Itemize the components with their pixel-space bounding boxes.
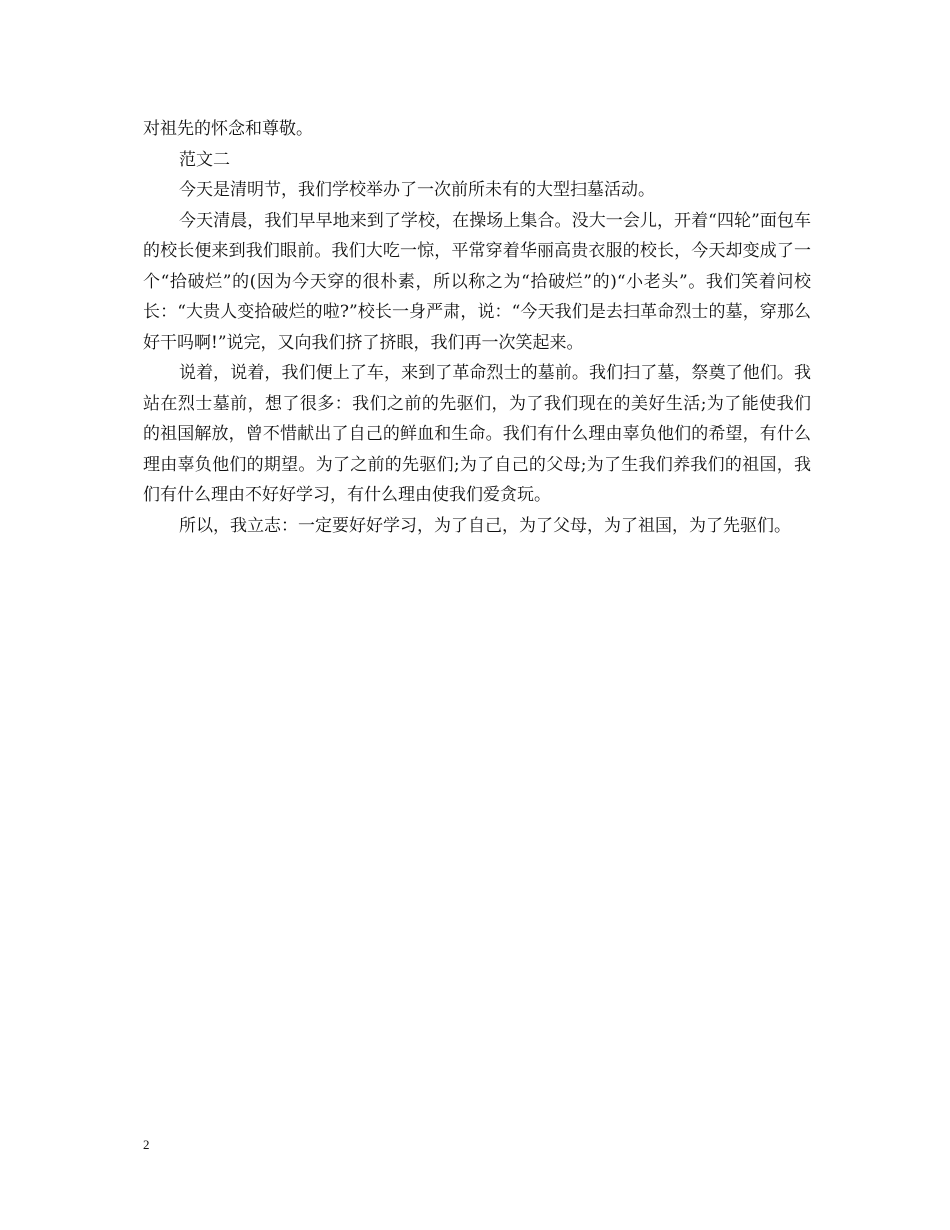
paragraph-tomb-visit: 说着，说着，我们便上了车，来到了革命烈士的墓前。我们扫了墓，祭奠了他们。我站在烈士墓前，想了很多：我们之前的先驱们，为了我们现在的美好生活;为了能使我们的祖国解放，曾不惜献出了自己的鲜血和生命。我们有什么理由辜负他们的希望，有什么理由辜负他们的期望。为了之前的先驱们;为了自己的父母;为了生我们养我们的祖国，我们有什么理由不好好学习，有什么理由使我们爱贪玩。 [143, 363, 811, 505]
page-number: 2 [143, 1137, 150, 1152]
document-body [143, 114, 811, 541]
paragraph-continuation: 对祖先的怀念和尊敬。 [143, 119, 313, 139]
paragraph-intro: 今天是清明节，我们学校举办了一次前所未有的大型扫墓活动。 [179, 180, 655, 200]
paragraph-morning: 今天清晨，我们早早地来到了学校，在操场上集合。没大一会儿，开着“四轮”面包车的校长便来到我们眼前。我们大吃一惊，平常穿着华丽高贵衣服的校长，今天却变成了一个“拾破烂”的(因为今天穿的很朴素，所以称之为“拾破烂”的)“小老头”。我们笑着问校长：“大贵人变拾破烂的啦?”校长一身严肃，说：“今天我们是去扫革命烈士的墓，穿那么好干吗啊!”说完，又向我们挤了挤眼，我们再一次笑起来。 [143, 210, 811, 353]
paragraph-conclusion: 所以，我立志：一定要好好学习，为了自己，为了父母，为了祖国，为了先驱们。 [179, 515, 791, 536]
section-heading-fanwen-er: 范文二 [179, 149, 230, 170]
